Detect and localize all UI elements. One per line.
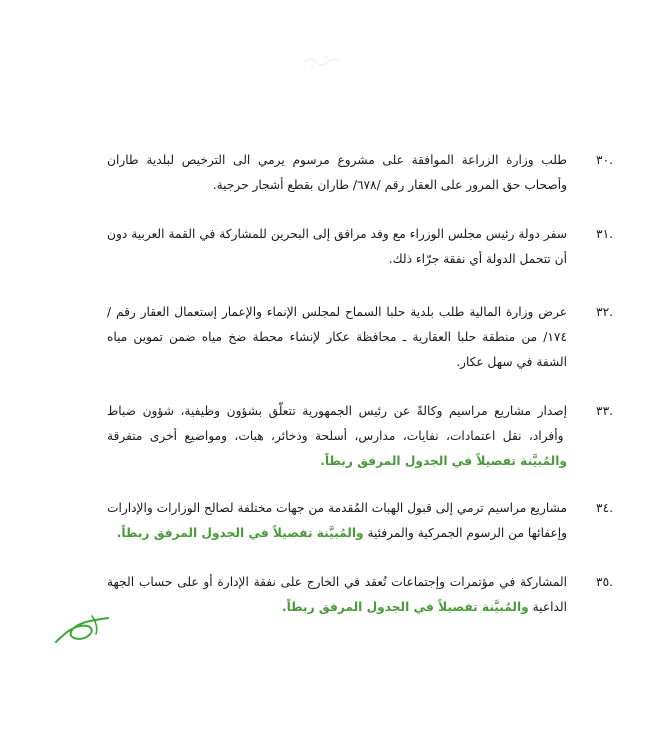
agenda-item	[107, 222, 613, 272]
item-number: .٣٥	[596, 575, 613, 589]
item-number: .٣٣	[596, 404, 613, 418]
agenda-item	[107, 148, 613, 198]
item-text: سفر دولة رئيس مجلس الوزراء مع وفد مرافق إلى البحرين للمشاركة في القمة العربية دون أن تتحمل الدولة أي نفقة جرّاء ذلك.	[107, 227, 567, 266]
agenda-item	[107, 570, 613, 620]
item-text: إصدار مشاريع مراسيم وكالةً عن رئيس الجمهورية تتعلّق بشؤون وظيفية، شؤون ضباط وأفراد، نقل اعتمادات، نفايات، مدارس، أسلحة وذخائر، هبات، ومواضيع أخرى متفرقة	[107, 404, 567, 443]
item-number: .٣٢	[596, 305, 613, 319]
item-note-highlight: والمُبيَّنة تفصيلاً في الجدول المرفق ربطاً.	[116, 526, 364, 540]
item-text: عرض وزارة المالية طلب بلدية حلبا السماح لمجلس الإنماء والإعمار إستعمال العقار رقم /١٧٤/ من منطقة حلبا العقارية ـ محافظة عكار لإنشاء محطة ضخ مياه ضمن تموين مياه الشفة في سهل عكار.	[107, 305, 567, 369]
item-text: المشاركة في مؤتمرات وإجتماعات تُعقد في الخارج على نفقة الإدارة أو على حساب الجهة الداعية	[107, 575, 567, 614]
item-number: .٣١	[596, 227, 613, 241]
agenda-item	[107, 300, 613, 375]
item-number: .٣٠	[596, 153, 613, 167]
agenda-item	[107, 399, 613, 474]
item-text: مشاريع مراسيم ترمي إلى قبول الهبات المُقدمة من جهات مختلفة لصالح الوزارات والإدارات وإعفائها من الرسوم الجمركية والمرفئية	[107, 501, 567, 540]
item-text: طلب وزارة الزراعة الموافقة على مشروع مرسوم يرمي الى الترخيص لبلدية طاران وأصحاب حق المرور على العقار رقم /٦٧٨/ طاران بقطع أشجار حرجية.	[107, 153, 567, 192]
item-note-highlight: والمُبيَّنة تفصيلاً في الجدول المرفق ربطاً.	[281, 600, 529, 614]
agenda-items-list	[107, 148, 613, 644]
item-number: .٣٤	[596, 501, 613, 515]
faint-header-mark	[300, 52, 340, 70]
agenda-item	[107, 496, 613, 546]
item-note-highlight: والمُبيَّنة تفصيلاً في الجدول المرفق ربطاً.	[320, 454, 567, 468]
handwritten-signature	[52, 612, 114, 648]
